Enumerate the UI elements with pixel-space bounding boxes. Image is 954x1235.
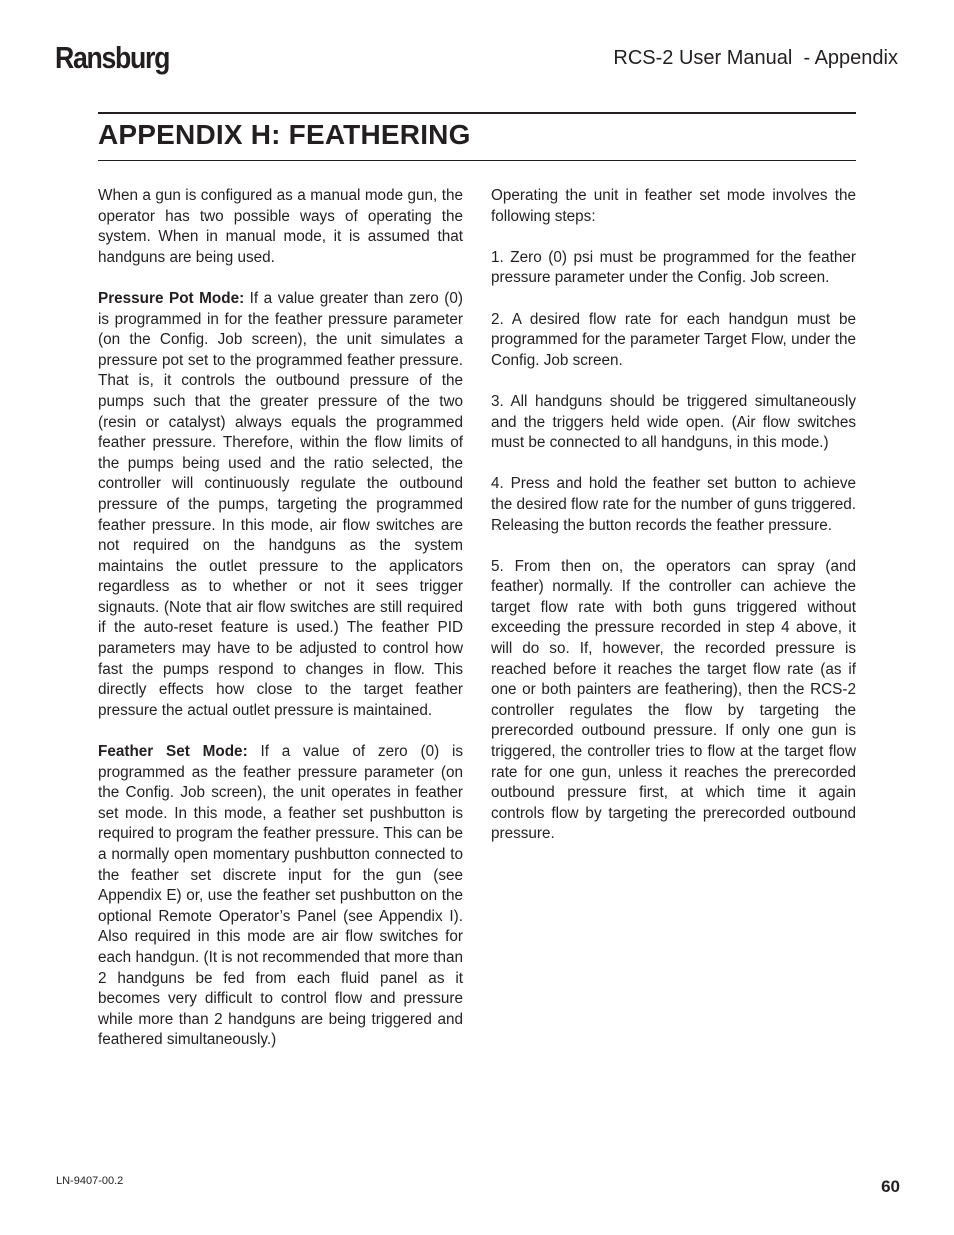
header-rule <box>98 112 856 114</box>
pressure-pot-text: If a value greater than zero (0) is programmed in for the feather pressure parameter (on the Config. Job screen), the unit simulates a pressure pot set to the programmed feather pressure. That is, it controls the outbound pressure of the pumps such that the greater pressure of the two (resin or catalyst) always equals the programmed feather pressure. Therefore, within the flow limits of the pumps being used and the ratio selected, the controller will continuously regulate the outbound pressure of the pumps, targeting the programmed feather pressure. In this mode, air flow switches are not required on the handguns as the system maintains the outlet pressure to the applicators regardless as to whether or not it sees trigger signauts. (Note that air flow switches are still required if the auto-reset feature is used.) The feather PID parameters may have to be adjusted to control how fast the pumps respond to changes in flow. This directly effects how close to the target feather pressure the actual outlet pressure is maintained. <box>98 289 463 719</box>
document-title: RCS-2 User Manual - Appendix <box>613 47 898 69</box>
title-rule <box>98 160 856 161</box>
pressure-pot-paragraph <box>98 289 463 721</box>
step-4: 4. Press and hold the feather set button to achieve the desired flow rate for the number of guns triggered. Releasing the button records the feather pressure. <box>491 475 856 534</box>
intro-paragraph: When a gun is configured as a manual mode gun, the operator has two possible ways of operating the system. When in manual mode, it is assumed that handguns are being used. <box>98 187 463 266</box>
pressure-pot-heading: Pressure Pot Mode: <box>98 289 245 307</box>
brand-logo: Ransburg <box>55 40 170 75</box>
steps-intro: Operating the unit in feather set mode involves the following steps: <box>491 187 856 225</box>
step-2: 2. A desired flow rate for each handgun must be programmed for the parameter Target Flow, under the Config. Job screen. <box>491 310 856 369</box>
feather-set-text: If a value of zero (0) is programmed as the feather pressure parameter (on the Config. Job screen), the unit operates in feather set mode. In this mode, a feather set pushbutton is required to program the feather pressure. This can be a normally open momentary pushbutton connected to the feather set discrete input for the gun (see Appendix E) or, use the feather set pushbutton on the optional Remote Operator’s Panel (see Appendix I). Also required in this mode are air flow switches for each handgun. (It is not recommended that more than 2 handguns be fed from each fluid panel as it becomes very difficult to control flow and pressure while more than 2 handguns are being triggered and feathered simultaneously.) <box>98 743 463 1049</box>
page-title: APPENDIX H: FEATHERING <box>98 119 471 150</box>
page-number: 60 <box>881 1177 900 1196</box>
feather-set-heading: Feather Set Mode: <box>98 743 248 761</box>
right-column <box>491 186 856 866</box>
step-1: 1. Zero (0) psi must be programmed for the feather pressure parameter under the Config. Job screen. <box>491 248 856 287</box>
document-code: LN-9407-00.2 <box>56 1175 124 1187</box>
feather-set-paragraph <box>98 742 463 1051</box>
step-3: 3. All handguns should be triggered simultaneously and the triggers held wide open. (Air flow switches must be connected to all handguns, in this mode.) <box>491 392 856 452</box>
left-column <box>98 186 463 1072</box>
step-5: 5. From then on, the operators can spray (and feather) normally. If the controller can achieve the target flow rate with both guns triggered without exceeding the pressure recorded in step 4 above, it will do so. If, however, the recorded pressure is reached before it reaches the target flow rate (as if one or both painters are feathering), then the RCS-2 controller regulates the flow by targeting the prerecorded outbound pressure. If only one gun is triggered, the controller tries to flow at the target flow rate for one gun, unless it reaches the prerecorded outbound pressure first, at which time it again controls flow by targeting the prerecorded outbound pressure. <box>491 557 856 843</box>
